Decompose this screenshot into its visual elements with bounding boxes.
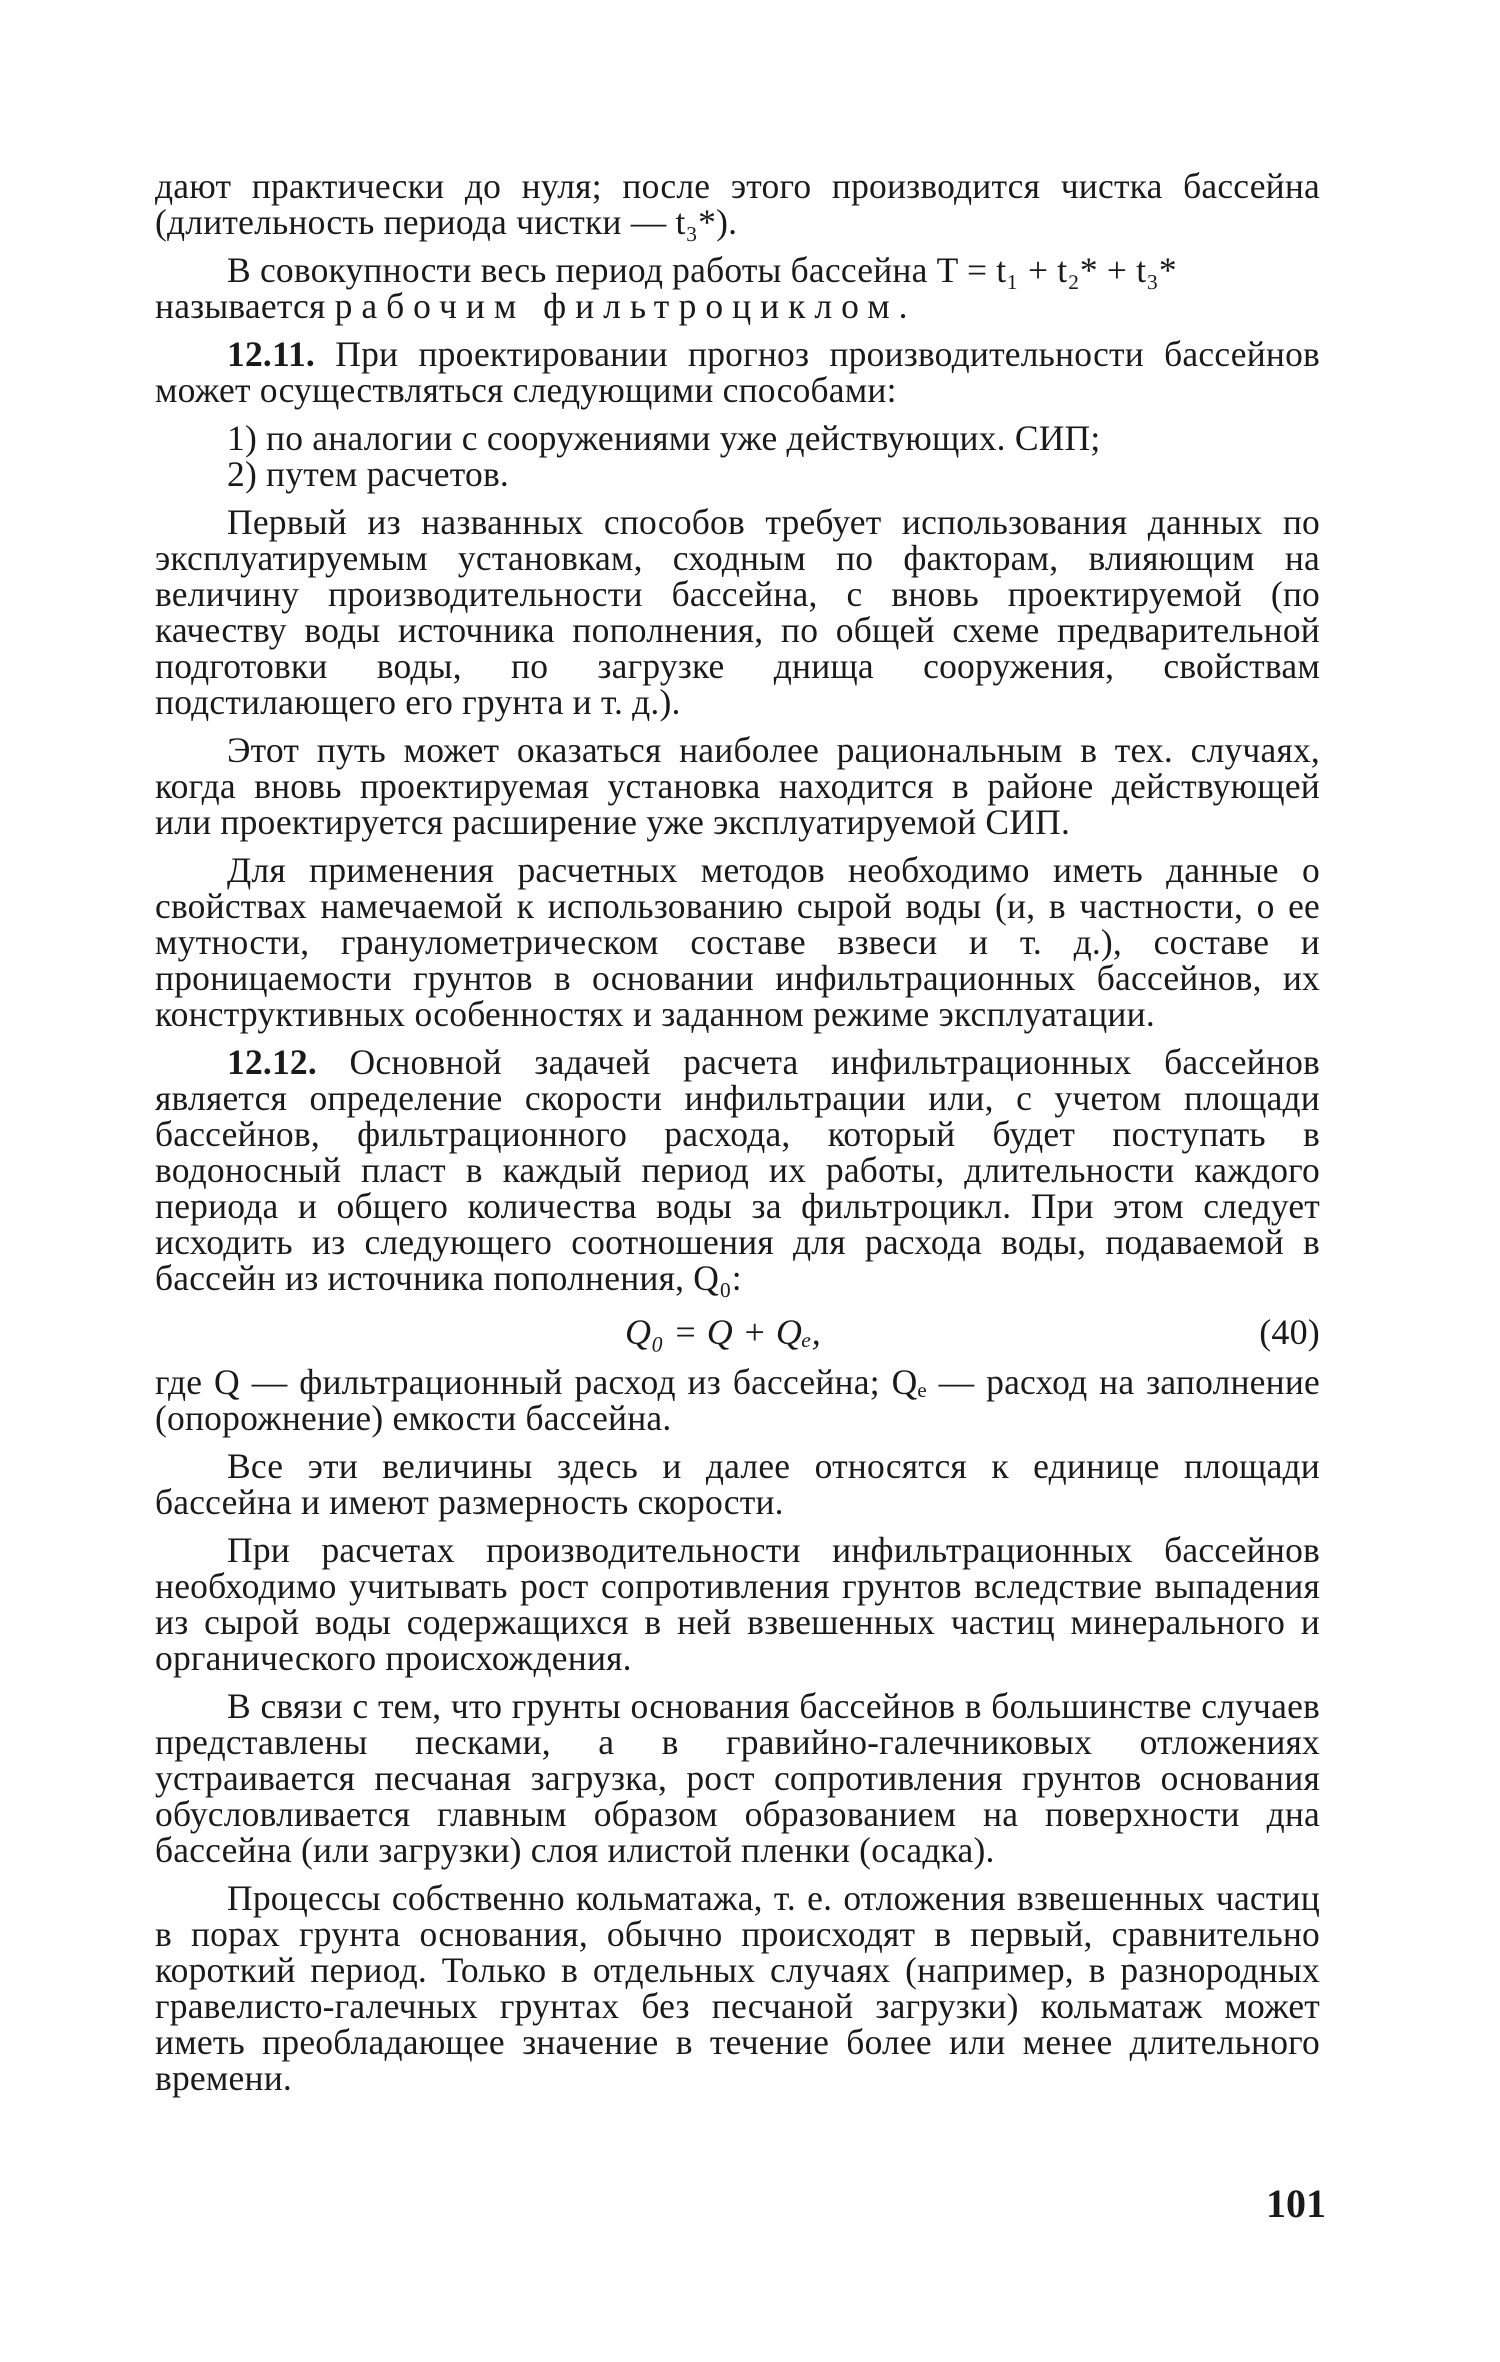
section-12-11 [155, 336, 1320, 408]
term-working-filtercycle: рабочим фильтроциклом. [334, 286, 917, 326]
paragraph-colmatage: Процессы собственно кольматажа, т. е. отложения взвешенных частиц в порах грунта основания, обычно происходят в первый, сравнительно короткий период. Только в отдельных случаях (например, в разнородных гравелисто-галечных грунтах без песчаной загрузки) кольматаж может иметь преобладающее значение в течение более или менее длительного времени. [155, 1878, 1320, 2098]
list-item-analogy: 1) по аналогии с сооружениями уже действующих. СИП; [227, 418, 1101, 458]
paragraph-continuation: дают практически до нуля; после этого производится чистка бассейна (длительность периода чистки — t₃*). [155, 166, 1320, 242]
paragraph-soil-resistance: При расчетах производительности инфильтрационных бассейнов необходимо учитывать рост сопротивления грунтов вследствие выпадения из сырой воды содержащихся в ней взвешенных частиц минерального и органического происхождения. [155, 1530, 1320, 1678]
page-body-text [155, 168, 1320, 2108]
section-12-12 [155, 1044, 1320, 1296]
paragraph-unit-area: Все эти величины здесь и далее относятся к единице площади бассейна и имеют размерность скорости. [155, 1446, 1320, 1522]
section-12-12-label: 12.12. [227, 1042, 317, 1082]
paragraph-calculation-data: Для применения расчетных методов необходимо иметь данные о свойствах намечаемой к использованию сырой воды (и, в частности, о ее мутности, гранулометрическом составе взвеси и т. д.), составе и проницаемости грунтов в основании инфильтрационных бассейнов, их конструктивных особенностях и заданном режиме эксплуатации. [155, 850, 1320, 1034]
formula-line [155, 1308, 1320, 1360]
list-item-calculation: 2) путем расчетов. [227, 454, 510, 494]
section-12-11-label: 12.11. [227, 334, 315, 374]
paragraph-total-period [155, 252, 1320, 324]
paragraph-total-period-prefix: называется [155, 286, 326, 326]
formula-40: Q₀ = Q + Qₑ, [625, 1312, 821, 1352]
paragraph-sand-loading: В связи с тем, что грунты основания бассейнов в большинстве случаев представлены песками, а в гравийно-галечниковых отложениях устраивается песчаная загрузка, рост сопротивления грунтов основания обусловливается главным образом образованием на поверхности дна бассейна (или загрузки) слоя илистой пленки (осадка). [155, 1686, 1320, 1870]
page-number: 101 [1266, 2181, 1326, 2226]
formula-number: (40) [1259, 1312, 1320, 1352]
paragraph-total-period-text: В совокупности весь период работы бассейна T = t₁ + t₂* + t₃* [227, 250, 1177, 290]
paragraph-first-method: Первый из названных способов требует использования данных по эксплуатируемым установкам, сходным по факторам, влияющим на величину производительности бассейна, с вновь проектируемой (по качеству воды источника пополнения, по общей схеме предварительной подготовки воды, по загрузке днища сооружения, свойствам подстилающего его грунта и т. д.). [155, 502, 1320, 722]
section-12-12-text: Основной задачей расчета инфильтрационных бассейнов является определение скорости инфильтрации или, с учетом площади бассейнов, фильтрационного расхода, который будет поступать в водоносный пласт в каждый период их работы, длительности каждого периода и общего количества воды за фильтроцикл. При этом следует исходить из следующего соотношения для расхода воды, подаваемой в бассейн из источника пополнения, Q₀: [155, 1042, 1320, 1298]
paragraph-rational-path: Этот путь может оказаться наиболее рациональным в тех. случаях, когда вновь проектируемая установка находится в районе действующей или проектируется расширение уже эксплуатируемой СИП. [155, 730, 1320, 842]
paragraph-formula-definitions: где Q — фильтрационный расход из бассейна; Qₑ — расход на заполнение (опорожнение) емкости бассейна. [155, 1362, 1320, 1438]
section-12-11-text: При проектировании прогноз производительности бассейнов может осуществляться следующими способами: [155, 334, 1321, 410]
